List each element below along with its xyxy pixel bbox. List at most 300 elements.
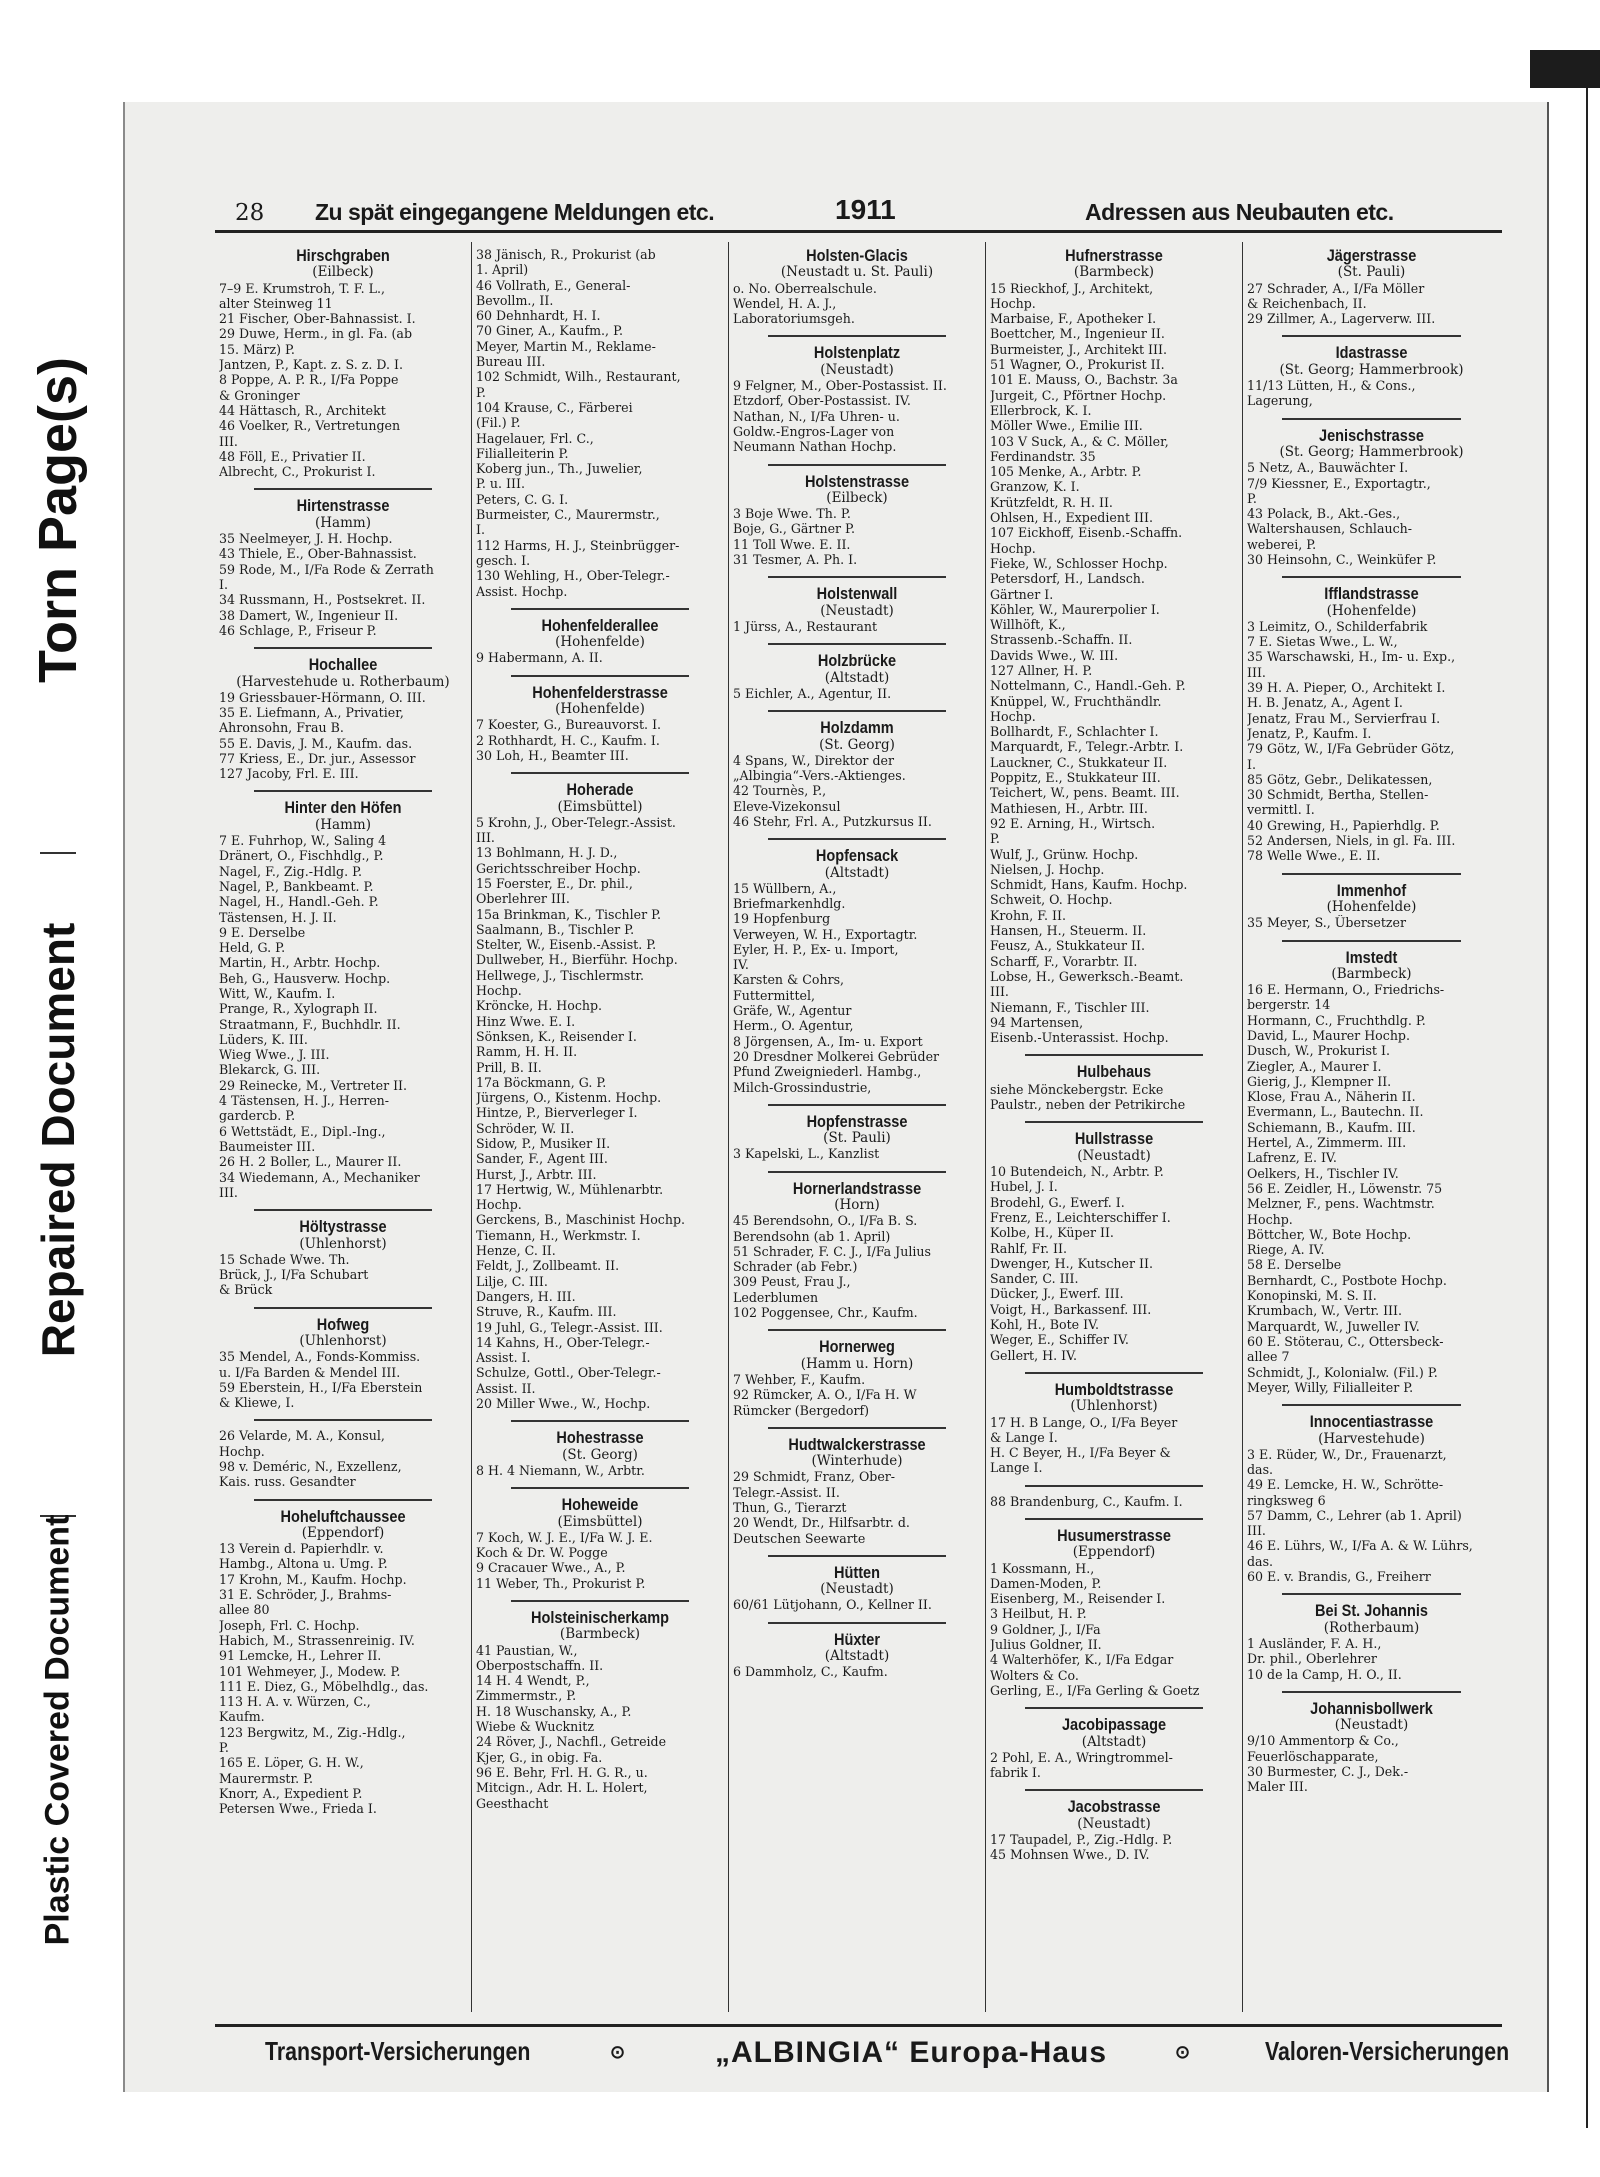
resident-entry: Ohlsen, H., Expedient III. [990, 510, 1153, 526]
street-district: (St. Georg) [819, 736, 895, 753]
street-name: Hufnerstrasse [1065, 247, 1163, 265]
street-name: Jägerstrasse [1326, 247, 1417, 265]
resident-entry: Hormann, C., Fruchthdlg. P. [1247, 1012, 1426, 1028]
resident-entry: 20 Miller Wwe., W., Hochp. [476, 1396, 651, 1412]
street-heading [1247, 585, 1496, 619]
resident-entry: I. [219, 576, 228, 592]
resident-entry: 7 Wehber, F., Kaufm. [733, 1371, 866, 1387]
resident-entry: Hagelauer, Frl. C., [476, 430, 594, 446]
resident-entry: Hochp. [476, 1197, 522, 1213]
resident-entry: Dücker, J., Ewerf. III. [990, 1286, 1124, 1302]
footer-left-text: Transport-Versicherungen [265, 2036, 531, 2066]
resident-entry: 7–9 E. Krumstroh, T. F. L., [219, 280, 385, 296]
resident-entry: 46 Vollrath, E., General- [476, 277, 631, 293]
street-block [733, 847, 981, 1095]
resident-entry: 17 Taupadel, P., Zig.-Hdlg. P. [990, 1831, 1173, 1847]
resident-entry: 4 Spans, W., Direktor der [733, 752, 894, 768]
resident-entry: ringksweg 6 [1247, 1492, 1326, 1508]
resident-entry: 60/61 Lütjohann, O., Kellner II. [733, 1597, 932, 1613]
resident-entry: Milch-Grossindustrie, [733, 1079, 872, 1095]
resident-entry: Kjer, G., in obig. Fa. [476, 1749, 603, 1765]
resident-entry: IV. [733, 957, 749, 973]
street-name: Holsten-Glacis [806, 247, 908, 265]
resident-entry: Scharff, F., Vorarbtr. II. [990, 953, 1138, 969]
resident-entry: Sidow, P., Musiker II. [476, 1135, 611, 1151]
resident-entry: 52 Andersen, Niels, in gl. Fa. III. [1247, 833, 1456, 849]
resident-entry: Granzow, K. I. [990, 479, 1080, 495]
resident-entry: I. [476, 522, 485, 538]
street-name: Innocentiastrasse [1309, 1413, 1434, 1432]
street-district: (Barmbeck) [559, 1626, 641, 1643]
resident-entry: Konopinski, M. S. II. [1247, 1288, 1377, 1304]
resident-entry: Verweyen, W. H., Exportagtr. [733, 926, 918, 942]
resident-entry: 15 Schade Wwe. Th. [219, 1251, 350, 1267]
resident-entry: 77 Kriess, E., Dr. jur., Assessor [219, 750, 416, 766]
resident-entry: Geesthacht [476, 1795, 549, 1811]
street-block [219, 497, 467, 638]
resident-entry: 44 Hättasch, R., Architekt [219, 402, 386, 418]
street-block [1247, 1700, 1496, 1795]
street-heading [1247, 427, 1496, 461]
street-heading [733, 344, 981, 378]
street-block [219, 799, 467, 1200]
resident-entry: Albrecht, C., Prokurist I. [219, 464, 376, 480]
resident-entry: 26 Velarde, M. A., Konsul, [219, 1428, 385, 1444]
resident-entry: H. 18 Wuschansky, A., P. [476, 1703, 632, 1719]
resident-entry: 27 Schrader, A., I/Fa Möller [1247, 280, 1425, 296]
directory-columns [215, 242, 1502, 2012]
resident-entry: 13 Verein d. Papierhdlr. v. [219, 1541, 384, 1557]
resident-entry: Knüppel, W., Fruchthändlr. [990, 693, 1162, 709]
resident-entry: 42 Tournès, P., [733, 783, 827, 799]
resident-entry: 15. März) P. [219, 341, 295, 357]
resident-entry: Hubel, J. I. [990, 1179, 1058, 1195]
street-separator [768, 576, 947, 578]
footer-bullet: ⊙ [1175, 2042, 1191, 2062]
street-separator [1025, 1054, 1204, 1056]
resident-entry: & Kliewe, I. [219, 1395, 295, 1411]
street-name: Holstenstrasse [804, 472, 910, 491]
next-page-border [1586, 88, 1588, 2128]
resident-entry: Hochp. [990, 708, 1036, 724]
resident-entry: Kaufm. [219, 1709, 265, 1725]
resident-entry: Oberpostschaffn. II. [476, 1657, 604, 1673]
resident-entry: & Brück [219, 1282, 273, 1298]
resident-entry: 112 Harms, H. J., Steinbrügger- [476, 537, 680, 553]
street-district: (Hamm) [315, 514, 371, 531]
resident-entry: Etzdorf, Ober-Postassist. IV. [733, 393, 911, 409]
advertisement-footer [215, 2030, 1510, 2072]
street-district: (Eppendorf) [1072, 1544, 1156, 1561]
resident-entry: 3 Boje Wwe. Th. P. [733, 506, 851, 522]
street-district: (St. Georg; Hammerbrook) [1279, 361, 1464, 378]
street-district: (Altstadt) [824, 864, 890, 881]
street-block [476, 247, 724, 599]
resident-entry: 48 Föll, E., Privatier II. [219, 448, 366, 464]
resident-entry: Lüders, K. III. [219, 1031, 308, 1047]
resident-entry: Marquardt, F., Telegr.-Arbtr. I. [990, 739, 1184, 755]
resident-entry: Saalmann, B., Tischler P. [476, 921, 635, 937]
resident-entry: Sönksen, K., Reisender I. [476, 1028, 637, 1044]
resident-entry: Feldt, J., Zollbeamt. II. [476, 1258, 620, 1274]
street-name: Holsteinischerkamp [531, 1608, 669, 1627]
street-heading [1247, 247, 1496, 281]
resident-entry: Boje, G., Gärtner P. [733, 521, 855, 537]
street-district: (St. Pauli) [1337, 264, 1406, 281]
resident-entry: fabrik I. [990, 1765, 1041, 1781]
street-heading [219, 799, 467, 833]
street-name: Hochallee [308, 656, 378, 675]
street-block [733, 585, 981, 634]
resident-entry: 17 Hertwig, W., Mühlenarbtr. [476, 1181, 664, 1197]
resident-entry: Paulstr., neben der Petrikirche [990, 1097, 1186, 1113]
street-district: (Altstadt) [824, 669, 890, 686]
street-separator [768, 1555, 947, 1557]
street-name: Hohenfelderallee [541, 616, 659, 635]
street-heading [733, 1564, 981, 1598]
resident-entry: 7 E. Sietas Wwe., L. W., [1247, 634, 1398, 650]
resident-entry: III. [219, 433, 238, 449]
resident-entry: Maler III. [1247, 1779, 1308, 1795]
street-name: Hirschgraben [296, 247, 390, 265]
street-district: (Harvestehude) [1318, 1430, 1425, 1447]
resident-entry: & Groninger [219, 387, 300, 403]
street-heading [990, 1063, 1238, 1081]
resident-entry: Herm., O. Agentur, [733, 1018, 854, 1034]
resident-entry: Hambg., Altona u. Umg. P. [219, 1556, 388, 1572]
street-block [476, 1429, 724, 1478]
street-heading [219, 247, 467, 281]
street-separator [1025, 1121, 1204, 1123]
resident-entry: 78 Welle Wwe., E. II. [1247, 848, 1381, 864]
resident-entry: 9 Cracauer Wwe., A., P. [476, 1560, 626, 1576]
resident-entry: Lobse, H., Gewerksch.-Beamt. [990, 968, 1184, 984]
resident-entry: Martin, H., Arbtr. Hochp. [219, 955, 381, 971]
street-name: Humboldtstrasse [1054, 1380, 1174, 1399]
street-separator [1025, 1485, 1204, 1487]
resident-entry: 113 H. A. v. Würzen, C., [219, 1694, 371, 1710]
resident-entry: 17 Krohn, M., Kaufm. Hochp. [219, 1571, 407, 1587]
resident-entry: Laboratoriumsgeh. [733, 311, 855, 327]
resident-entry: Bollhardt, F., Schlachter I. [990, 724, 1159, 740]
street-name: Hoheluftchaussee [280, 1507, 406, 1526]
street-district: (Horn) [834, 1197, 880, 1214]
resident-entry: Böttcher, W., Bote Hochp. [1247, 1226, 1412, 1242]
resident-entry: „Albingia“-Vers.-Aktienges. [733, 767, 906, 783]
resident-entry: H. B. Jenatz, A., Agent I. [1247, 695, 1403, 711]
street-separator [1282, 335, 1461, 337]
street-separator [1025, 1372, 1204, 1374]
resident-entry: 41 Paustian, W., [476, 1642, 578, 1658]
resident-entry: 10 de la Camp, H. O., II. [1247, 1666, 1402, 1682]
resident-entry: Tästensen, H. J. II. [219, 909, 337, 925]
resident-entry: Goldw.-Engros-Lager von [733, 423, 895, 439]
resident-entry: 9 E. Derselbe [219, 924, 306, 940]
resident-entry: Assist. II. [476, 1380, 536, 1396]
resident-entry: Schulze, Gottl., Ober-Telegr.- [476, 1365, 661, 1381]
resident-entry: Berendsohn (ab 1. April) [733, 1228, 891, 1244]
resident-entry: 56 E. Zeidler, H., Löwenstr. 75 [1247, 1180, 1443, 1196]
resident-entry: vermittl. I. [1247, 802, 1315, 818]
street-block [1247, 1602, 1496, 1681]
resident-entry: 15 Wüllbern, A., [733, 880, 837, 896]
resident-entry: Beh, G., Hausverw. Hochp. [219, 970, 391, 986]
street-name: Hüxter [833, 1630, 880, 1649]
resident-entry: Nielsen, J. Hochp. [990, 861, 1105, 877]
resident-entry: Kolbe, H., Küper II. [990, 1225, 1114, 1241]
street-name: Jenischstrasse [1319, 426, 1424, 445]
resident-entry: 45 Mohnsen Wwe., D. IV. [990, 1847, 1150, 1863]
resident-entry: 107 Eickhoff, Eisenb.-Schaffn. [990, 525, 1183, 541]
resident-entry: 60 Dehnhardt, H. I. [476, 308, 601, 324]
resident-entry: 1. April) [476, 262, 529, 278]
resident-entry: 46 Voelker, R., Vertretungen [219, 418, 401, 434]
street-heading [219, 1218, 467, 1252]
street-heading [990, 1130, 1238, 1164]
street-separator [511, 1420, 690, 1422]
street-district: (Harvestehude u. Rotherbaum) [236, 673, 450, 690]
street-name: Hopfenstrasse [806, 1112, 908, 1131]
street-heading [219, 497, 467, 531]
resident-entry: 3 Heilbut, H. P. [990, 1606, 1087, 1622]
street-name: Jacobipassage [1061, 1716, 1167, 1735]
street-district: (Hohenfelde) [555, 701, 645, 718]
street-block [733, 1631, 981, 1680]
resident-entry: Eisenb.-Unterassist. Hochp. [990, 1030, 1169, 1046]
directory-column-2 [472, 242, 729, 2012]
resident-entry: 55 E. Davis, J. M., Kaufm. das. [219, 735, 413, 751]
resident-entry: Strassenb.-Schaffn. II. [990, 632, 1133, 648]
resident-entry: Sander, F., Agent III. [476, 1151, 608, 1167]
street-separator [254, 1499, 433, 1501]
resident-entry: Kais. russ. Gesandter [219, 1474, 356, 1490]
resident-entry: Hertel, A., Zimmerm. III. [1247, 1135, 1407, 1151]
resident-entry: 94 Martensen, [990, 1014, 1084, 1030]
street-heading [1247, 949, 1496, 983]
resident-entry: Gerling, E., I/Fa Gerling & Goetz [990, 1682, 1200, 1698]
street-name: Holzdamm [820, 719, 894, 738]
resident-entry: Gräfe, W., Agentur [733, 1003, 852, 1019]
resident-entry: 4 Walterhöfer, K., I/Fa Edgar [990, 1652, 1174, 1668]
resident-entry: Eyler, H. P., Ex- u. Import, [733, 941, 899, 957]
resident-entry: Melzner, F., pens. Wachtmstr. [1247, 1196, 1435, 1212]
resident-entry: Maurermstr. P. [219, 1770, 314, 1786]
street-block [733, 652, 981, 701]
street-block [219, 1428, 467, 1489]
resident-entry: Hinz Wwe. E. I. [476, 1013, 576, 1029]
resident-entry: 21 Fischer, Ober-Bahnassist. I. [219, 311, 416, 327]
resident-entry: 101 E. Mauss, O., Bachstr. 3a [990, 372, 1178, 388]
street-district: (Rotherbaum) [1323, 1619, 1420, 1636]
resident-entry: 70 Giner, A., Kaufm., P. [476, 323, 623, 339]
street-heading [733, 1436, 981, 1470]
resident-entry: 16 E. Hermann, O., Friedrichs- [1247, 982, 1445, 998]
resident-entry: 9 Habermann, A. II. [476, 650, 603, 666]
resident-entry: 45 Berendsohn, O., I/Fa B. S. [733, 1213, 918, 1229]
resident-entry: 40 Grewing, H., Papierhdlg. P. [1247, 817, 1440, 833]
resident-entry: 9 Felgner, M., Ober-Postassist. II. [733, 378, 947, 394]
street-heading [733, 585, 981, 619]
street-separator [254, 488, 433, 490]
street-heading [990, 1527, 1238, 1561]
street-block [476, 684, 724, 763]
resident-entry: Hochp. [476, 983, 522, 999]
resident-entry: Evermann, L., Bautechn. II. [1247, 1104, 1424, 1120]
resident-entry: 11 Toll Wwe. E. II. [733, 536, 851, 552]
resident-entry: Bureau III. [476, 354, 546, 370]
resident-entry: Marbaise, F., Apotheker I. [990, 311, 1157, 327]
resident-entry: 59 Rode, M., I/Fa Rode & Zerrath [219, 561, 434, 577]
resident-entry: 11 Weber, Th., Prokurist P. [476, 1575, 646, 1591]
resident-entry: 35 Meyer, S., Übersetzer [1247, 915, 1407, 931]
resident-entry: 8 H. 4 Niemann, W., Arbtr. [476, 1462, 645, 1478]
resident-entry: Ferdinandstr. 35 [990, 448, 1096, 464]
resident-entry: 11/13 Lütten, H., & Cons., [1247, 378, 1416, 394]
resident-entry: 15a Brinkman, K., Tischler P. [476, 906, 662, 922]
resident-entry: 6 Dammholz, C., Kaufm. [733, 1664, 888, 1680]
street-name: Hopfensack [815, 847, 899, 866]
street-heading [219, 1508, 467, 1542]
header-left-title: Zu spät eingegangene Meldungen etc. [315, 199, 715, 225]
street-heading [476, 1609, 724, 1643]
resident-entry: & Reichenbach, II. [1247, 295, 1367, 311]
resident-entry: 6 Wettstädt, E., Dipl.-Ing., [219, 1123, 386, 1139]
resident-entry: 57 Damm, C., Lehrer (ab 1. April) [1247, 1507, 1462, 1523]
street-separator [1025, 1518, 1204, 1520]
resident-entry: Dr. phil., Oberlehrer [1247, 1651, 1377, 1667]
street-separator [254, 1307, 433, 1309]
resident-entry: Voigt, H., Barkassenf. III. [990, 1301, 1152, 1317]
resident-entry: Blekarck, G. III. [219, 1062, 321, 1078]
street-block [733, 247, 981, 326]
resident-entry: 165 E. Löper, G. H. W., [219, 1755, 364, 1771]
resident-entry: 35 Mendel, A., Fonds-Kommiss. [219, 1349, 421, 1365]
resident-entry: Eleve-Vizekonsul [733, 798, 841, 814]
street-name: Hohenfelderstrasse [532, 683, 668, 702]
street-district: (Neustadt) [1334, 1717, 1409, 1734]
resident-entry: Schrader (ab Febr.) [733, 1259, 858, 1275]
street-block [990, 247, 1238, 1045]
street-district: (Neustadt) [820, 1581, 894, 1598]
resident-entry: Hintze, P., Bierverleger I. [476, 1105, 638, 1121]
street-district: (Eimsbüttel) [557, 798, 643, 815]
resident-entry: Davids Wwe., W. III. [990, 647, 1119, 663]
resident-entry: Lange I. [990, 1460, 1043, 1476]
street-district: (Hohenfelde) [555, 634, 645, 651]
resident-entry: Poppitz, E., Stukkateur III. [990, 770, 1161, 786]
street-separator [511, 772, 690, 774]
resident-entry: Nottelmann, C., Handl.-Geh. P. [990, 678, 1186, 694]
resident-entry: Habich, M., Strassenreinig. IV. [219, 1632, 415, 1648]
resident-entry: 30 Loh, H., Beamter III. [476, 747, 629, 763]
resident-entry: Petersdorf, H., Landsch. [990, 571, 1145, 587]
street-heading [733, 1631, 981, 1665]
resident-entry: Niemann, F., Tischler III. [990, 999, 1150, 1015]
resident-entry: 34 Wiedemann, A., Mechaniker [219, 1169, 420, 1185]
street-block [219, 247, 467, 479]
resident-entry: Jürgens, O., Kistenm. Hochp. [476, 1090, 662, 1106]
street-block [990, 1063, 1238, 1112]
resident-entry: Bevollm., II. [476, 292, 554, 308]
resident-entry: Hochp. [1247, 1211, 1293, 1227]
street-heading [990, 1381, 1238, 1415]
resident-entry: Thun, G., Tierarzt [733, 1500, 847, 1516]
street-district: (Neustadt) [1077, 1147, 1151, 1164]
street-separator [768, 1427, 947, 1429]
resident-entry: Hurst, J., Arbtr. III. [476, 1166, 597, 1182]
resident-entry: Brück, J., I/Fa Schubart [219, 1267, 369, 1283]
street-block [990, 1798, 1238, 1862]
resident-entry: Köhler, W., Maurerpolier I. [990, 601, 1160, 617]
street-block [219, 1218, 467, 1297]
street-heading [1247, 1413, 1496, 1447]
street-block [990, 1527, 1238, 1698]
resident-entry: 24 Röver, J., Nachfl., Getreide [476, 1734, 667, 1750]
street-district: (St. Georg) [562, 1446, 638, 1463]
resident-entry: 7/9 Kiessner, E., Exportagtr., [1247, 475, 1431, 491]
resident-entry: Rümcker (Bergedorf) [733, 1402, 870, 1418]
street-separator [1025, 1789, 1204, 1791]
street-heading [990, 1798, 1238, 1832]
resident-entry: P. [990, 831, 1000, 847]
street-heading [1247, 344, 1496, 378]
resident-entry: 59 Eberstein, H., I/Fa Eberstein [219, 1379, 423, 1395]
street-block [1247, 344, 1496, 408]
street-block [476, 781, 724, 1411]
street-heading [733, 1180, 981, 1214]
resident-entry: Held, G. P. [219, 940, 286, 956]
street-name: Johannisbollwerk [1310, 1699, 1433, 1718]
resident-entry: Baumeister III. [219, 1138, 316, 1154]
street-block [990, 1130, 1238, 1362]
resident-entry: 31 E. Schröder, J., Brahms- [219, 1587, 392, 1603]
resident-entry: Jurgeit, C., Pförtner Hochp. [990, 387, 1167, 403]
street-heading [476, 684, 724, 718]
resident-entry: 35 Neelmeyer, J. H. Hochp. [219, 531, 393, 547]
street-name: Hudtwalckerstrasse [788, 1435, 926, 1454]
street-separator [1282, 873, 1461, 875]
resident-entry: Dränert, O., Fischhdlg., P. [219, 848, 384, 864]
resident-entry: Jenatz, P., Kaufm. I. [1247, 725, 1372, 741]
street-block [733, 1564, 981, 1613]
resident-entry: Waltershausen, Schlauch- [1247, 521, 1413, 537]
resident-entry: Jantzen, P., Kapt. z. S. z. D. I. [219, 357, 404, 373]
street-heading [476, 781, 724, 815]
resident-entry: 1 Kossmann, H., [990, 1560, 1095, 1576]
street-heading [733, 1113, 981, 1147]
resident-entry: Hellwege, J., Tischlermstr. [476, 967, 644, 983]
resident-entry: 15 Foerster, E., Dr. phil., [476, 875, 633, 891]
resident-entry: Koberg jun., Th., Juwelier, [476, 461, 643, 477]
resident-entry: 29 Schmidt, Franz, Ober- [733, 1469, 896, 1485]
repaired-document-label: Repaired Document [32, 922, 84, 1358]
street-block [476, 1609, 724, 1811]
street-name: Husumerstrasse [1057, 1526, 1171, 1545]
resident-entry: 8 Jörgensen, A., Im- u. Export [733, 1033, 923, 1049]
street-block [1247, 427, 1496, 568]
resident-entry: Filialleiterin P. [476, 445, 569, 461]
street-district: (Altstadt) [1081, 1733, 1147, 1750]
resident-entry: 35 Warschawski, H., Im- u. Exp., [1247, 649, 1456, 665]
resident-entry: Möller Wwe., Emilie III. [990, 418, 1143, 434]
resident-entry: Assist. I. [476, 1350, 531, 1366]
resident-entry: 4 Tästensen, H. J., Herren- [219, 1093, 390, 1109]
street-district: (Eimsbüttel) [557, 1513, 643, 1530]
street-district: (Uhlenhorst) [299, 1333, 387, 1350]
street-name: Immenhof [1336, 881, 1407, 900]
resident-entry: Schmidt, J., Kolonialw. (Fil.) P. [1247, 1364, 1438, 1380]
resident-entry: Marquardt, W., Juweller IV. [1247, 1318, 1420, 1334]
